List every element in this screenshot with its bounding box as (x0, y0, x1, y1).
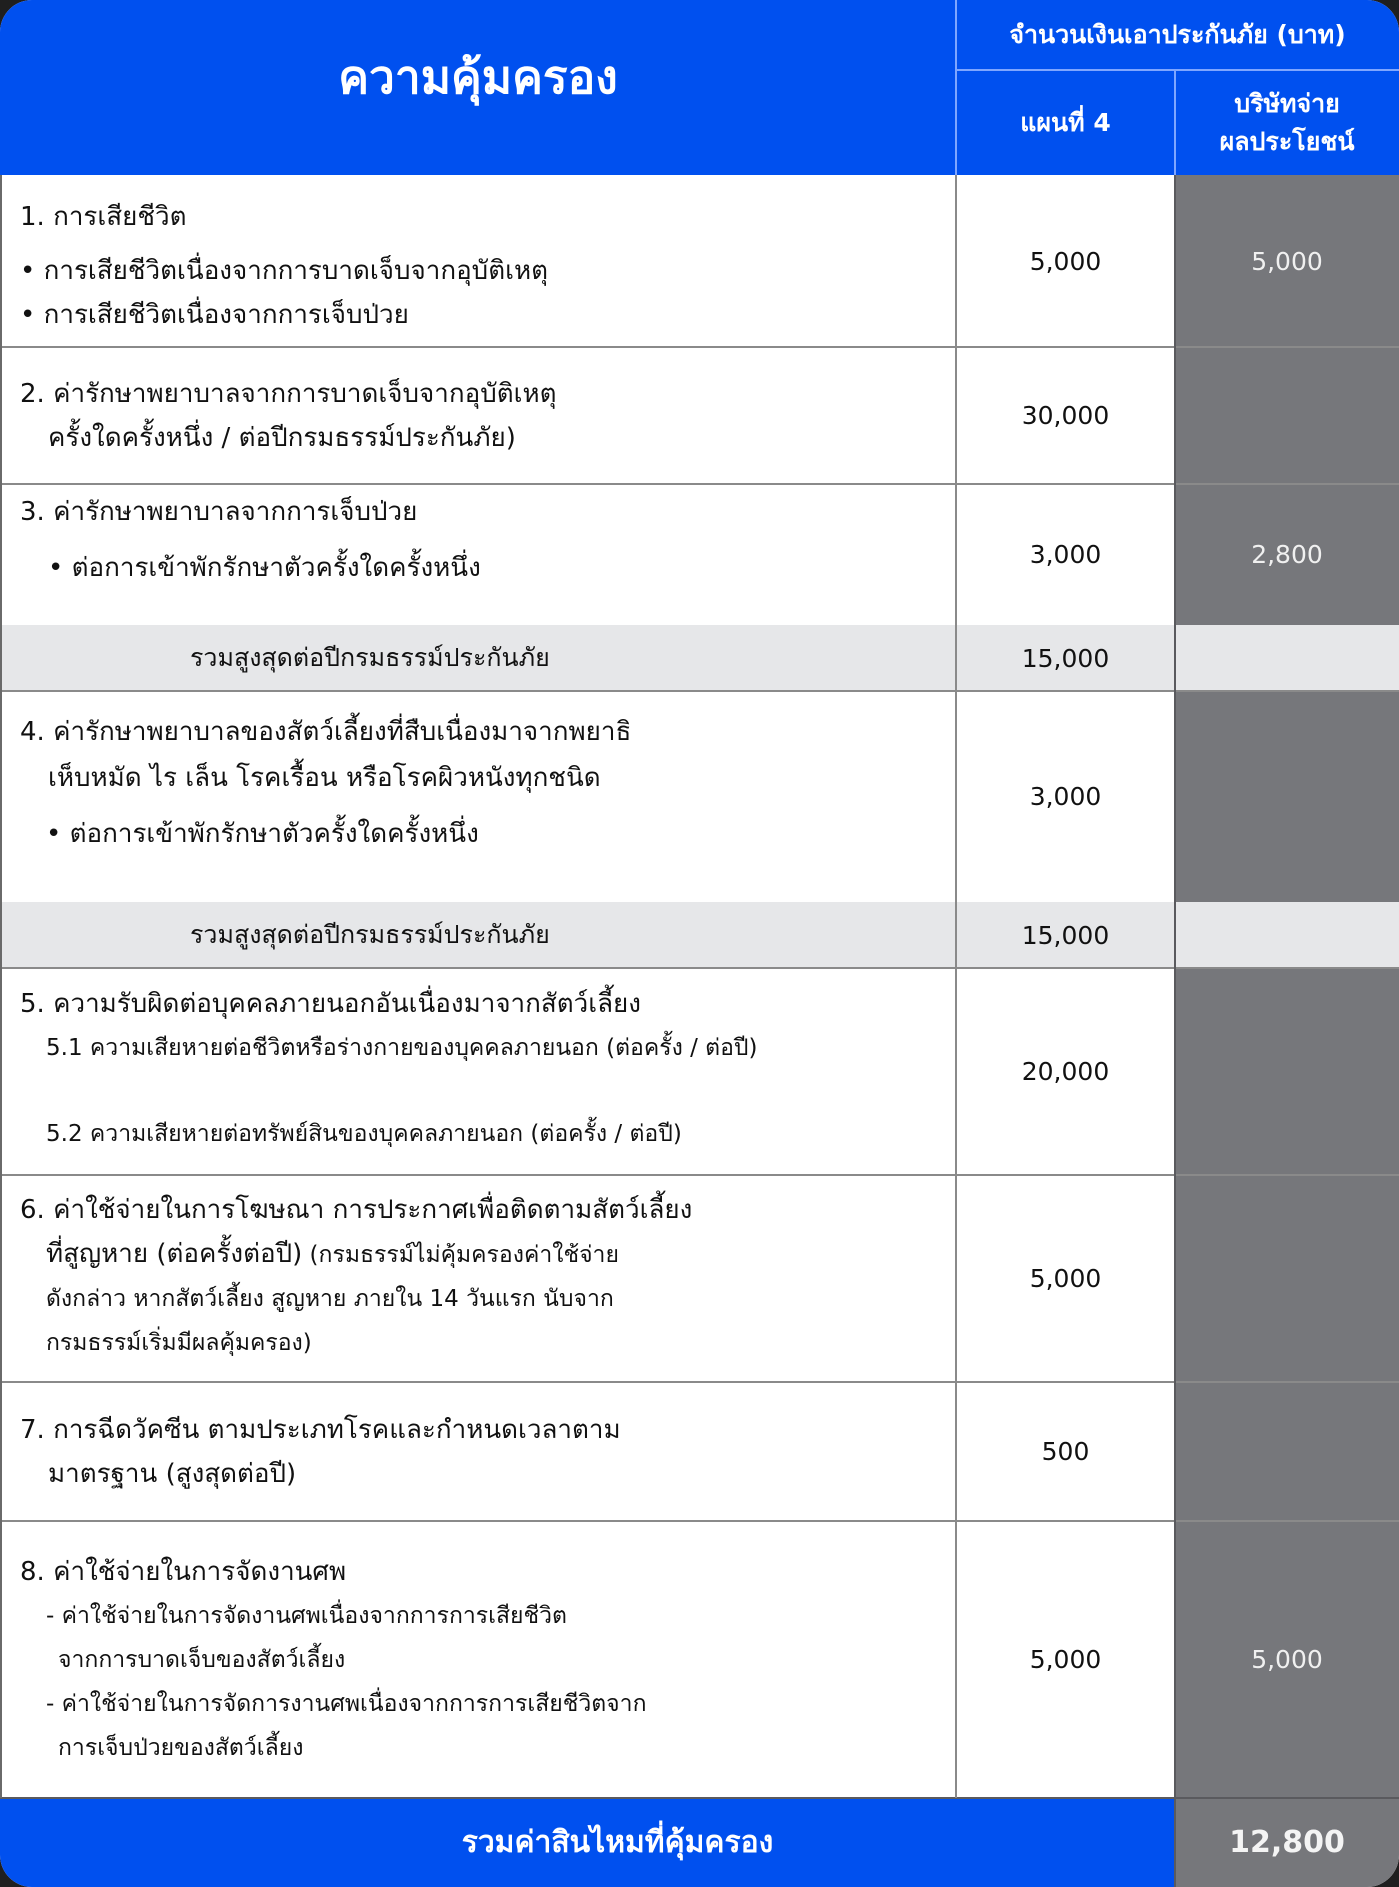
row-2-plan-cell (956, 347, 1175, 484)
row-divider-3 (0, 690, 1399, 692)
row-6-title-2-wrap (20, 1232, 940, 1277)
row-5-line-2: 5.2 ความเสียหายต่อทรัพย์สินของบุคคลภายนอก (ต่อครั้ง / ต่อปี) (46, 1121, 682, 1147)
row-6-plan-cell (956, 1175, 1175, 1382)
row-1-line-1: • การเสียชีวิตเนื่องจากการบาดเจ็บจากอุบัติเหตุ (20, 256, 548, 286)
header-company-paid-cell (1175, 70, 1399, 175)
row-2-title-2: ครั้งใดครั้งหนึ่ง / ต่อปีกรมธรรม์ประกันภัย) (48, 423, 516, 453)
header-plan-cell (956, 70, 1175, 175)
row-8-line-4: การเจ็บป่วยของสัตว์เลี้ยง (58, 1735, 304, 1761)
header-divider-v2 (1174, 70, 1176, 175)
header-sum-insured-cell (956, 0, 1399, 70)
row-divider-4 (0, 967, 1399, 969)
subtotal-2-label: รวมสูงสุดต่อปีกรมธรรม์ประกันภัย (190, 920, 550, 949)
row-8-coverage (20, 1550, 940, 1770)
subtotal-1-label-cell (0, 625, 956, 691)
row-2-coverage (20, 372, 940, 460)
row-1-line-2: • การเสียชีวิตเนื่องจากการเจ็บป่วย (20, 300, 409, 330)
row-5-line-1: 5.1 ความเสียหายต่อชีวิตหรือร่างกายของบุคคลภายนอก (ต่อครั้ง / ต่อปี) (46, 1035, 758, 1061)
row-7-plan-amount: 500 (1041, 1437, 1090, 1466)
row-8-paid-cell (1175, 1521, 1399, 1798)
row-4-paid-cell (1175, 691, 1399, 902)
subtotal-1-label: รวมสูงสุดต่อปีกรมธรรม์ประกันภัย (190, 643, 550, 672)
header-coverage-title: ความคุ้มครอง (338, 50, 618, 104)
row-7-title-2: มาตรฐาน (สูงสุดต่อปี) (48, 1459, 297, 1489)
row-3-line-1: • ต่อการเข้าพักรักษาตัวครั้งใดครั้งหนึ่ง (48, 553, 481, 583)
row-6-title-2: ที่สูญหาย (ต่อครั้งต่อปี) (46, 1239, 303, 1269)
row-3-paid-amount: 2,800 (1251, 540, 1323, 569)
row-divider-6 (0, 1381, 1399, 1383)
row-3-coverage (20, 490, 940, 590)
row-6-title: 6. ค่าใช้จ่ายในการโฆษณา การประกาศเพื่อติดตามสัตว์เลี้ยง (20, 1195, 693, 1225)
row-3-plan-cell (956, 484, 1175, 625)
row-divider-7 (0, 1520, 1399, 1522)
row-7-title: 7. การฉีดวัคซีน ตามประเภทโรคและกำหนดเวลาตาม (20, 1415, 621, 1445)
subtotal-2-label-cell (0, 902, 956, 968)
row-8-paid-amount: 5,000 (1251, 1645, 1323, 1674)
row-7-paid-cell (1175, 1382, 1399, 1521)
row-2-plan-amount: 30,000 (1021, 401, 1110, 430)
col-divider-2 (1174, 175, 1176, 1887)
row-6-line-2: กรมธรรม์เริ่มมีผลคุ้มครอง) (46, 1330, 312, 1356)
row-divider-5 (0, 1174, 1399, 1176)
header-sum-insured-title: จำนวนเงินเอาประกันภัย (บาท) (1009, 20, 1346, 49)
row-4-plan-cell (956, 691, 1175, 902)
row-6-coverage (20, 1188, 940, 1365)
header-divider-v1 (955, 0, 957, 175)
row-8-plan-amount: 5,000 (1029, 1645, 1102, 1674)
row-4-coverage (20, 710, 940, 856)
row-1-plan-cell (956, 175, 1175, 347)
row-5-plan-cell (956, 968, 1175, 1175)
row-6-title-2-note: (กรมธรรม์ไม่คุ้มครองค่าใช้จ่าย (302, 1242, 619, 1268)
row-6-line-1: ดังกล่าว หากสัตว์เลี้ยง สูญหาย ภายใน 14 วันแรก นับจาก (46, 1286, 614, 1312)
row-5-title: 5. ความรับผิดต่อบุคคลภายนอกอันเนื่องมาจากสัตว์เลี้ยง (20, 989, 641, 1019)
row-4-line-1: • ต่อการเข้าพักรักษาตัวครั้งใดครั้งหนึ่ง (46, 819, 479, 849)
row-1-plan-amount: 5,000 (1029, 246, 1102, 276)
row-6-plan-amount: 5,000 (1029, 1264, 1102, 1293)
row-5-coverage (20, 982, 940, 1156)
row-1-paid-amount: 5,000 (1251, 246, 1323, 276)
left-border (0, 175, 2, 1798)
header-coverage-cell (0, 0, 956, 175)
header-company-paid-line2: ผลประโยชน์ (1219, 126, 1355, 156)
row-divider-8 (0, 1797, 1399, 1799)
row-5-paid-cell (1175, 968, 1399, 1175)
row-1-coverage (20, 195, 940, 337)
row-1-paid-cell (1175, 175, 1399, 347)
row-8-title: 8. ค่าใช้จ่ายในการจัดงานศพ (20, 1557, 347, 1587)
row-1-title: 1. การเสียชีวิต (20, 202, 187, 232)
row-8-plan-cell (956, 1521, 1175, 1798)
row-8-line-3: - ค่าใช้จ่ายในการจัดการงานศพเนื่องจากการการเสียชีวิตจาก (46, 1691, 647, 1717)
row-8-line-1: - ค่าใช้จ่ายในการจัดงานศพเนื่องจากการการเสียชีวิต (46, 1603, 567, 1629)
row-3-title: 3. ค่ารักษาพยาบาลจากการเจ็บป่วย (20, 497, 418, 527)
row-3-plan-amount: 3,000 (1029, 540, 1102, 569)
row-7-plan-cell (956, 1382, 1175, 1521)
row-8-line-2: จากการบาดเจ็บของสัตว์เลี้ยง (58, 1647, 346, 1673)
row-2-title: 2. ค่ารักษาพยาบาลจากการบาดเจ็บจากอุบัติเหตุ (20, 379, 557, 409)
header-plan-label: แผนที่ 4 (1020, 107, 1111, 137)
header-company-paid-line1: บริษัทจ่าย (1234, 88, 1340, 118)
row-divider-1 (0, 346, 1399, 348)
row-3-paid-cell (1175, 484, 1399, 625)
footer-label: รวมค่าสินไหมที่คุ้มครอง (461, 1825, 774, 1860)
subtotal-1-plan-cell (956, 625, 1175, 691)
subtotal-1-plan-amount: 15,000 (1021, 643, 1110, 673)
col-divider-1 (955, 175, 957, 1798)
row-6-paid-cell (1175, 1175, 1399, 1382)
footer-total: 12,800 (1229, 1825, 1345, 1860)
row-divider-2 (0, 483, 1399, 485)
subtotal-2-plan-cell (956, 902, 1175, 968)
header-divider-h (956, 69, 1399, 71)
row-4-title-2: เห็บหมัด ไร เล็น โรคเรื้อน หรือโรคผิวหนังทุกชนิด (48, 763, 601, 793)
row-5-plan-amount: 20,000 (1021, 1057, 1110, 1086)
row-4-plan-amount: 3,000 (1029, 782, 1102, 811)
subtotal-2-plan-amount: 15,000 (1021, 920, 1110, 950)
footer-label-cell (0, 1798, 1175, 1887)
row-2-paid-cell (1175, 347, 1399, 484)
row-7-coverage (20, 1408, 940, 1496)
row-4-title: 4. ค่ารักษาพยาบาลของสัตว์เลี้ยงที่สืบเนื่องมาจากพยาธิ (20, 717, 632, 747)
footer-total-cell (1175, 1798, 1399, 1887)
